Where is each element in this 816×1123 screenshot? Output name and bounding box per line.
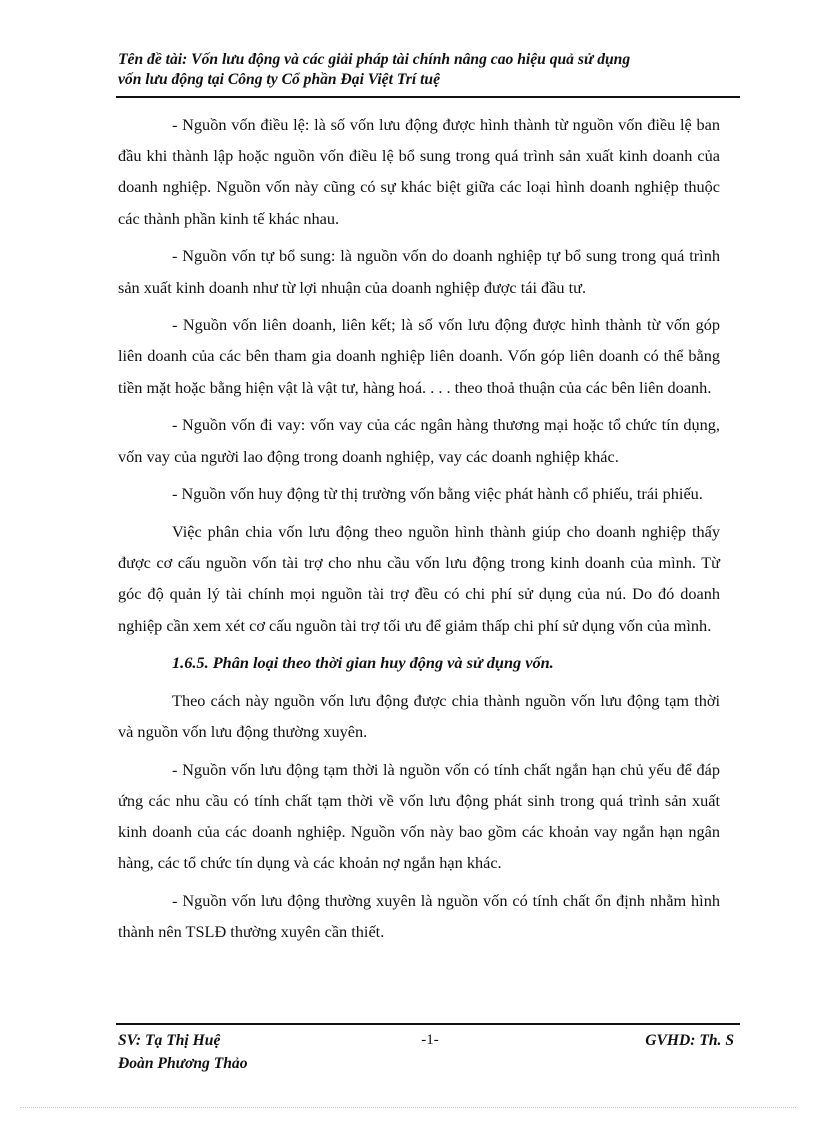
paragraph-capital-market: - Nguồn vốn huy động từ thị trường vốn bằng việc phát hành cổ phiếu, trái phiếu.	[172, 484, 703, 504]
header-title-line-1: Tên đề tài: Vốn lưu động và các giải pháp tài chính nâng cao hiệu quả sử dụng	[118, 51, 631, 68]
page-bottom-edge	[20, 1107, 796, 1108]
document-body	[118, 109, 720, 948]
paragraph-temporary-capital: - Nguồn vốn lưu động tạm thời là nguồn vốn có tính chất ngắn hạn chủ yếu để đáp ứng các nhu cầu có tính chất tạm thời về vốn lưu động phát sinh trong quá trình sản xuất kinh doanh của các doanh nghiệp. Nguồn vốn này bao gồm các khoản vay ngắn hạn ngân hàng, các tổ chức tín dụng và các khoản nợ ngắn hạn khác.	[118, 759, 720, 873]
paragraph-permanent-capital: - Nguồn vốn lưu động thường xuyên là nguồn vốn có tính chất ổn định nhằm hình thành nên TSLĐ thường xuyên cần thiết.	[118, 891, 720, 942]
paragraph-charter-capital: - Nguồn vốn điều lệ: là số vốn lưu động được hình thành từ nguồn vốn điều lệ ban đầu khi thành lập hoặc nguồn vốn điều lệ bổ sung trong quá trình sản xuất kinh doanh của doanh nghiệp. Nguồn vốn này cũng có sự khác biệt giữa các loại hình doanh nghiệp thuộc các thành phần kinh tế khác nhau.	[118, 115, 720, 228]
paragraph-borrowed-capital: - Nguồn vốn đi vay: vốn vay của các ngân hàng thương mại hoặc tổ chức tín dụng, vốn vay của người lao động trong doanh nghiệp, vay các doanh nghiệp khác.	[118, 415, 720, 466]
footer-student-line-1: SV: Tạ Thị Huệ	[118, 1032, 221, 1049]
section-heading-1-6-5: 1.6.5. Phân loại theo thời gian huy động và sử dụng vốn.	[172, 653, 554, 673]
footer-advisor: GVHD: Th. S	[645, 1032, 734, 1049]
paragraph-self-supplemented-capital: - Nguồn vốn tự bổ sung: là nguồn vốn do doanh nghiệp tự bổ sung trong quá trình sản xuất kinh doanh như từ lợi nhuận của doanh nghiệp được tái đầu tư.	[118, 246, 720, 297]
page-number: -1-	[421, 1032, 439, 1048]
header-title-line-2: vốn lưu động tại Công ty Cổ phần Đại Việt Trí tuệ	[118, 71, 440, 88]
footer-student-line-2: Đoàn Phương Thảo	[118, 1055, 248, 1072]
document-header	[118, 50, 738, 90]
paragraph-classification-by-time: Theo cách này nguồn vốn lưu động được chia thành nguồn vốn lưu động tạm thời và nguồn vốn lưu động thường xuyên.	[118, 690, 720, 742]
paragraph-classification-summary: Việc phân chia vốn lưu động theo nguồn hình thành giúp cho doanh nghiệp thấy được cơ cấu nguồn vốn tài trợ cho nhu cầu vốn lưu động trong kinh doanh của mình. Từ góc độ quản lý tài chính mọi nguồn tài trợ đều có chi phí sử dụng của nú. Do đó doanh nghiệp cần xem xét cơ cấu nguồn tài trợ tối ưu để giảm thấp chi phí sử dụng vốn của mình.	[118, 521, 720, 635]
paragraph-joint-venture-capital: - Nguồn vốn liên doanh, liên kết; là số vốn lưu động được hình thành từ vốn góp liên doanh của các bên tham gia doanh nghiệp liên doanh. Vốn góp liên doanh có thể bằng tiền mặt hoặc bằng hiện vật là vật tư, hàng hoá. . . . theo thoả thuận của các bên liên doanh.	[118, 315, 720, 397]
footer-divider	[116, 1023, 740, 1025]
footer-student-names	[118, 1029, 248, 1075]
header-divider	[116, 96, 740, 98]
